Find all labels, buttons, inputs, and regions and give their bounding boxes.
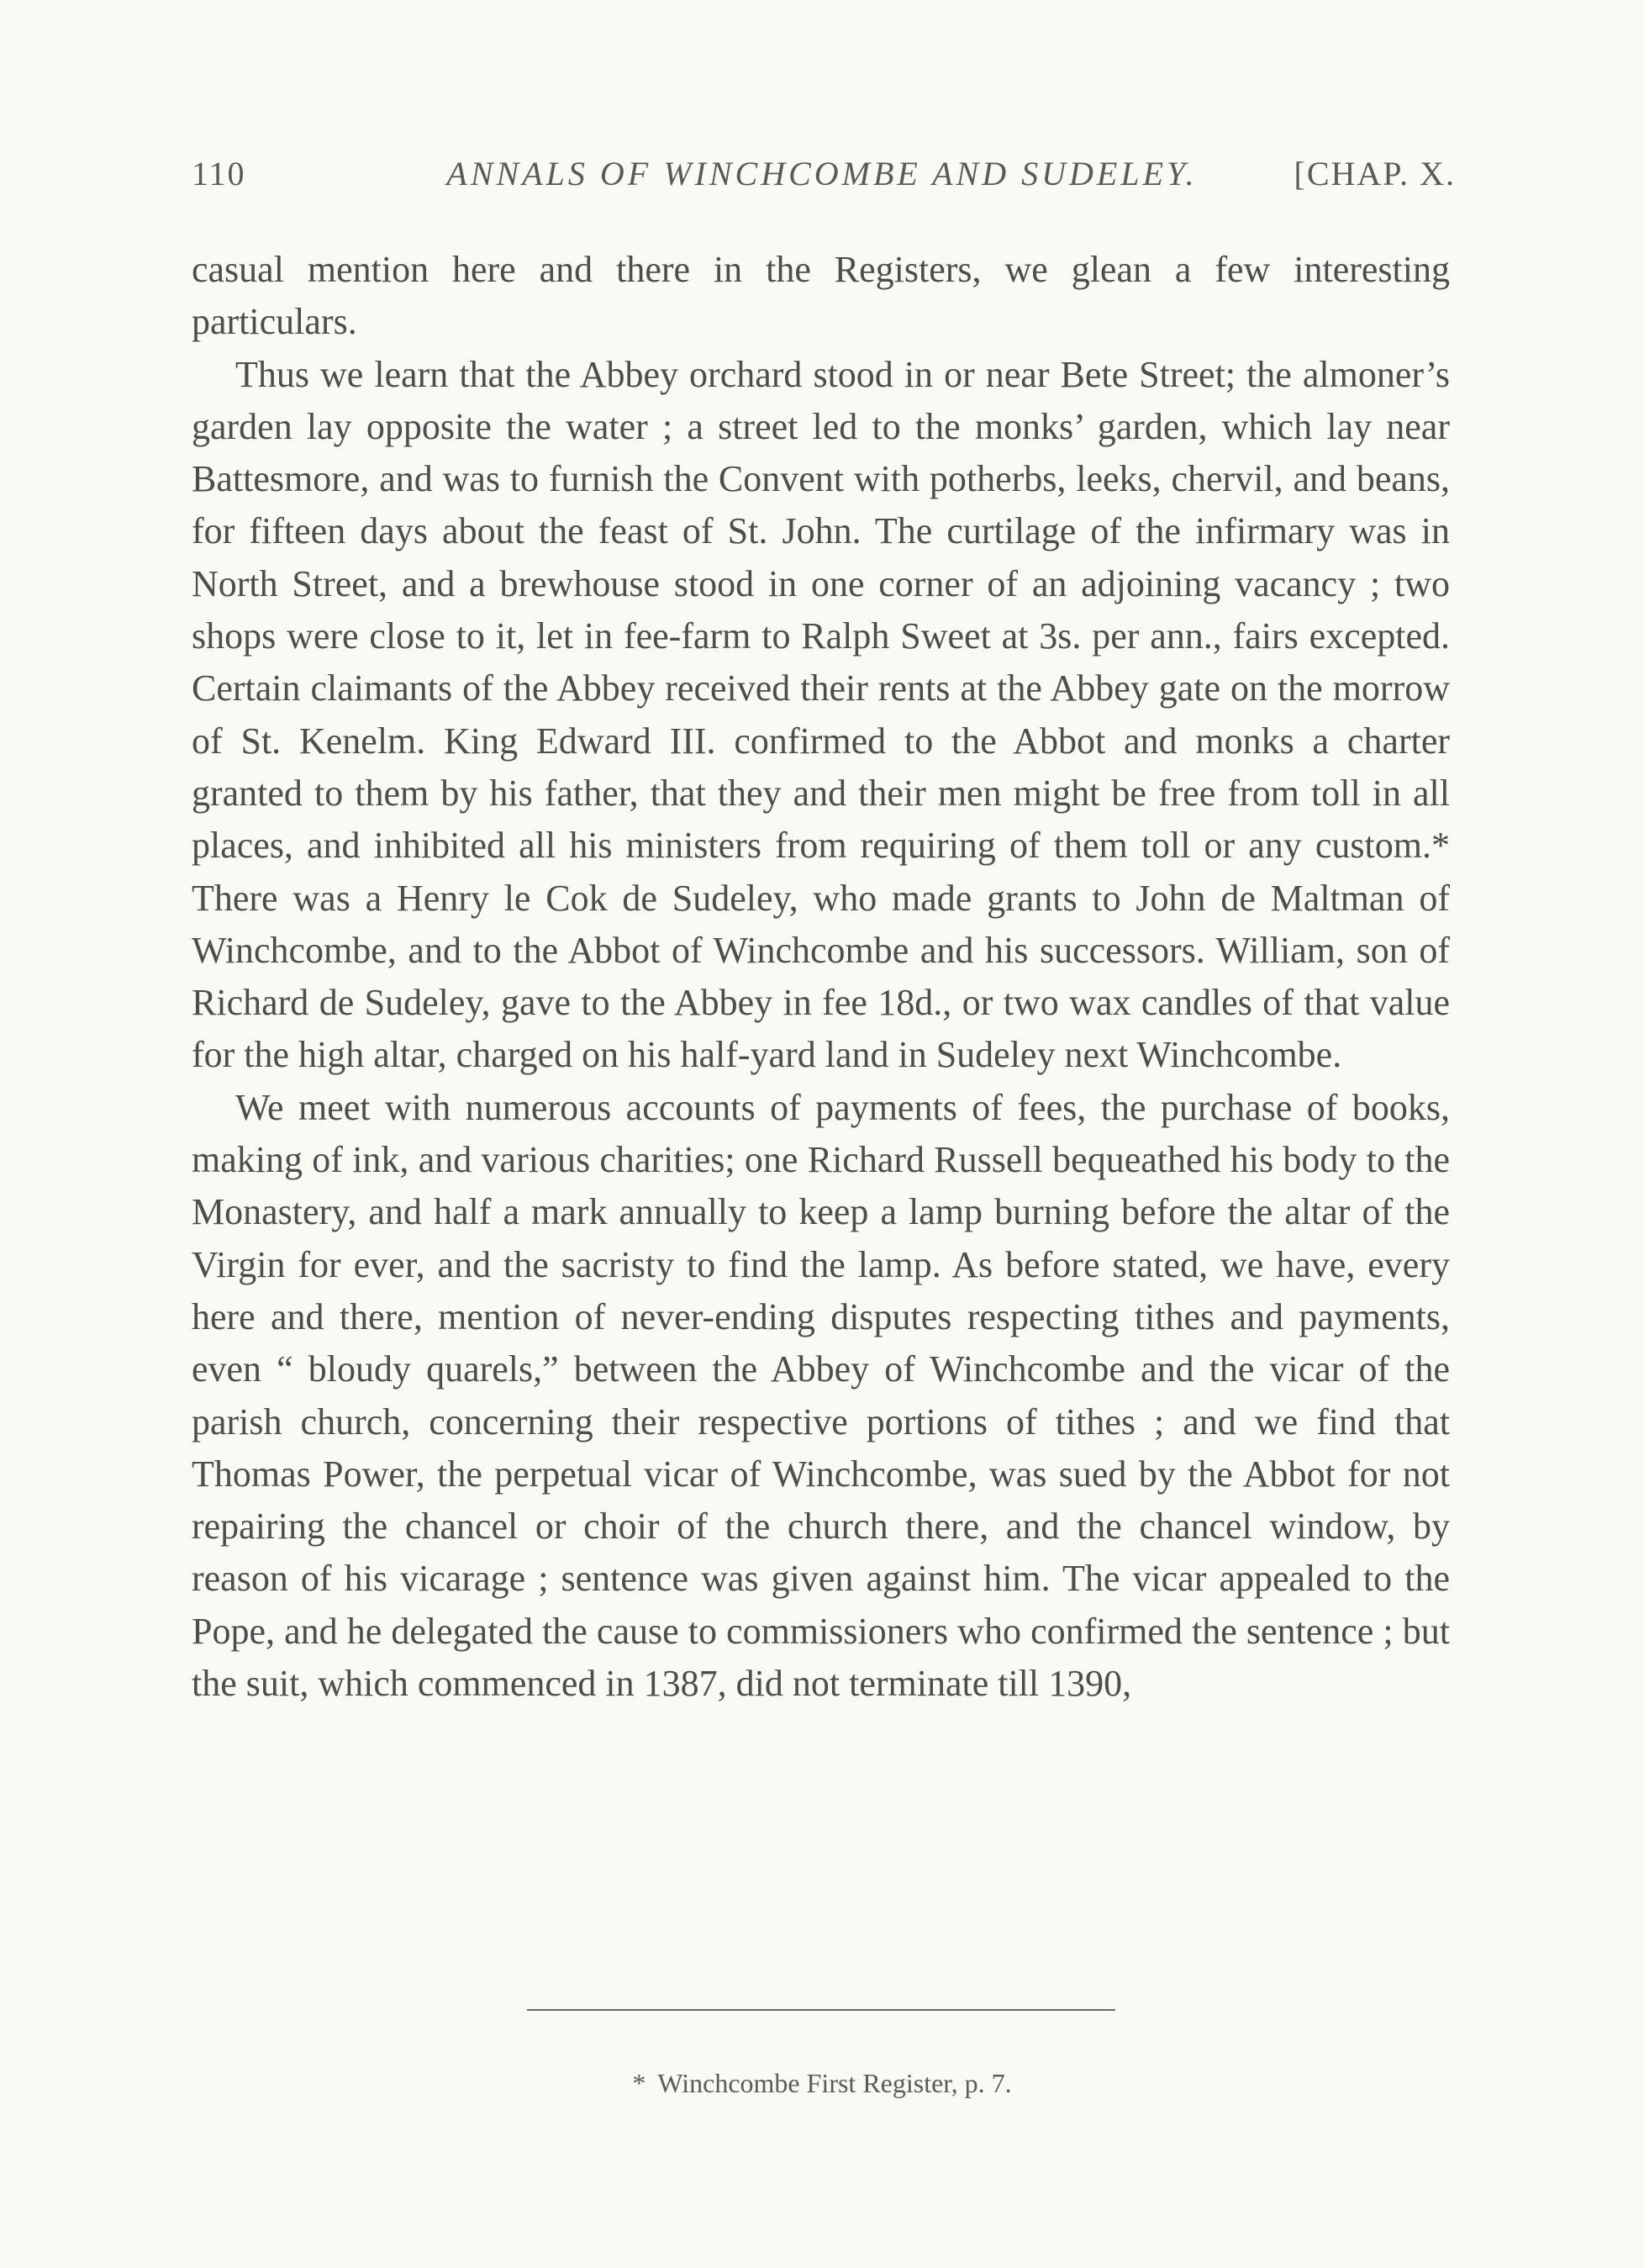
paragraph-3: We meet with numerous accounts of payments of fees, the purchase of books, making of ink, and various charities; one Richard Russell bequeathed his body to the Monastery, and half a mark annually to keep a lamp burning before the altar of the Virgin for ever, and the sacristy to find the lamp. As before stated, we have, every here and there, mention of never-ending disputes respecting tithes and payments, even “ bloudy quarels,” between the Abbey of Winchcombe and the vicar of the parish church, concerning their respective portions of tithes ; and we find that Thomas Power, the perpetual vicar of Winchcombe, was sued by the Abbot for not repairing the chancel or choir of the church there, and the chancel window, by reason of his vicarage ; sentence was given against him. The vicar appealed to the Pope, and he delegated the cause to commissioners who confirmed the sentence ; but the suit, which commenced in 1387, did not terminate till 1390, bbox=[192, 1086, 1450, 1705]
paragraph-2: Thus we learn that the Abbey orchard stood in or near Bete Street; the almoner’s garden lay opposite the water ; a street led to the monks’ garden, which lay near Battesmore, and was to furnish the Convent with potherbs, leeks, chervil, and beans, for fifteen days about the feast of St. John. The curtilage of the infirmary was in North Street, and a brewhouse stood in one corner of an adjoining vacancy ; two shops were close to it, let in fee-farm to Ralph Sweet at 3s. per ann., fairs excepted. Certain claimants of the Abbey received their rents at the Abbey gate on the morrow of St. Kenelm. King Edward III. confirmed to the Abbot and monks a charter granted to them by his father, that they and their men might be free from toll in all places, and inhibited all his ministers from requiring of them toll or any custom.* There was a Henry le Cok de Sudeley, who made grants to John de Maltman of Winchcombe, and to the Abbot of Winchcombe and his successors. William, son of Richard de Sudeley, gave to the Abbey in fee 18d., or two wax candles of that value for the high altar, charged on his half-yard land in Sudeley next Winchcombe. bbox=[192, 353, 1450, 1076]
chapter-label: [CHAP. X. bbox=[1294, 155, 1456, 193]
running-title: ANNALS OF WINCHCOMBE AND SUDELEY. bbox=[446, 155, 1198, 193]
body-text bbox=[192, 244, 1450, 1710]
footnote-text: Winchcombe First Register, p. 7. bbox=[657, 2068, 1012, 2098]
footnote bbox=[0, 2068, 1644, 2099]
running-head bbox=[192, 154, 1456, 201]
footnote-marker: * bbox=[632, 2068, 646, 2098]
footnote-rule bbox=[527, 2009, 1115, 2011]
paragraph-1: casual mention here and there in the Registers, we glean a few interesting particulars. bbox=[192, 249, 1450, 343]
page-number: 110 bbox=[192, 155, 246, 193]
